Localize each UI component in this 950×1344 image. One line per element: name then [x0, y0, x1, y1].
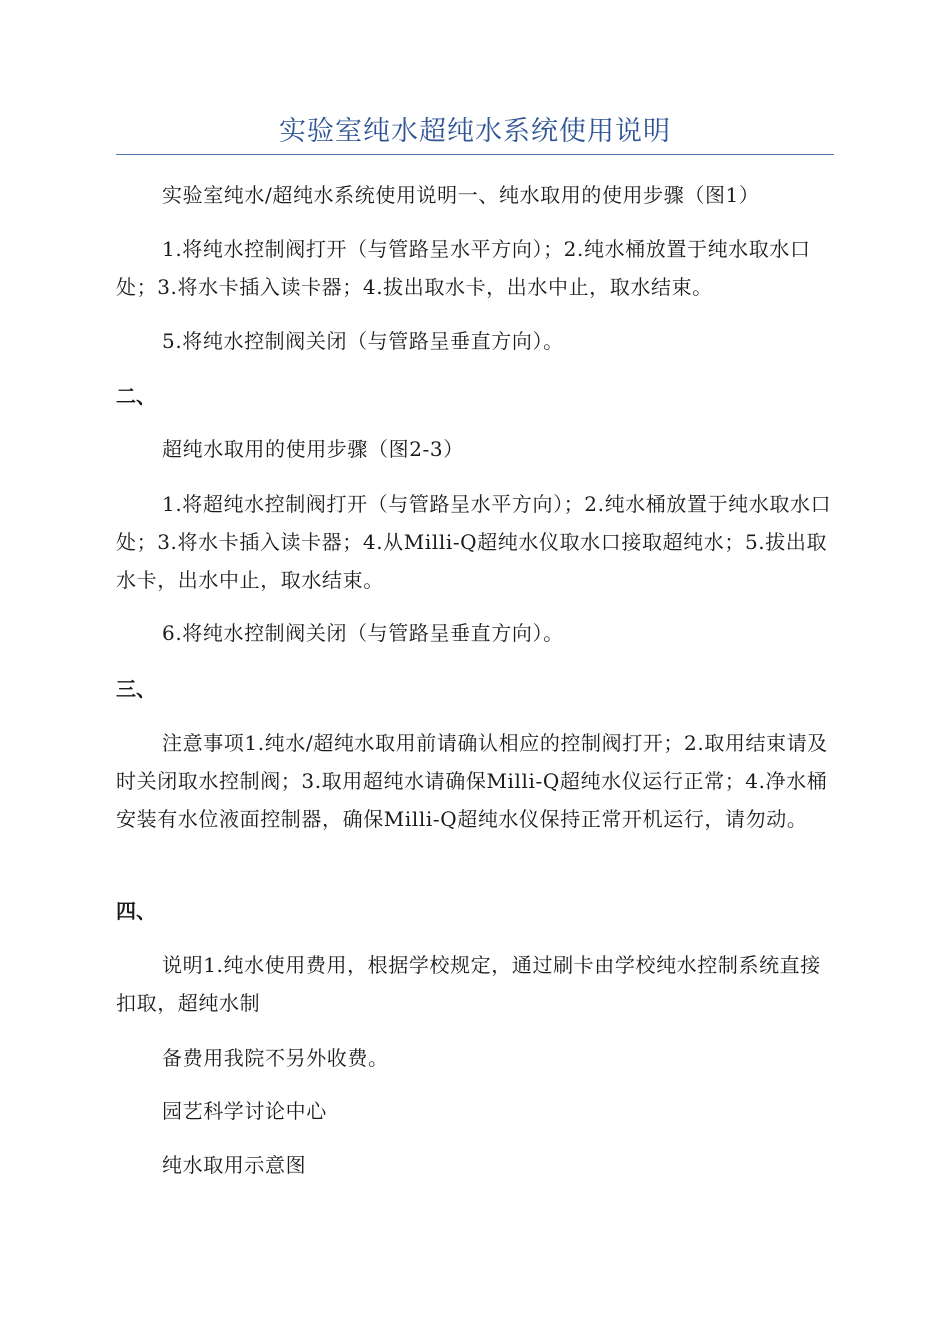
paragraph-step-5: 5.将纯水控制阀关闭（与管路呈垂直方向）。 — [162, 329, 564, 353]
section-heading-4: 四、 — [116, 899, 156, 923]
paragraph-intro: 实验室纯水/超纯水系统使用说明一、纯水取用的使用步骤（图1） — [162, 183, 760, 207]
paragraph-fees: 说明1.纯水使用费用，根据学校规定，通过刷卡由学校纯水控制系统直接扣取，超纯水制 — [116, 953, 821, 1015]
paragraph-diagram-caption: 纯水取用示意图 — [162, 1153, 307, 1177]
section-heading-3: 三、 — [116, 677, 156, 701]
paragraph-steps-pure-water: 1.将纯水控制阀打开（与管路呈水平方向）；2.纯水桶放置于纯水取水口处；3.将水卡插入读卡器；4.拔出取水卡，出水中止，取水结束。 — [116, 237, 811, 299]
section-heading-2: 二、 — [116, 384, 156, 408]
paragraph-step-6: 6.将纯水控制阀关闭（与管路呈垂直方向）。 — [162, 621, 564, 645]
document-title: 实验室纯水超纯水系统使用说明 — [279, 116, 671, 147]
paragraph-fees-continued: 备费用我院不另外收费。 — [162, 1046, 389, 1070]
title-underline — [116, 154, 834, 155]
paragraph-ultrapure-heading: 超纯水取用的使用步骤（图2-3） — [162, 437, 464, 461]
paragraph-steps-ultrapure-water: 1.将超纯水控制阀打开（与管路呈水平方向）；2.纯水桶放置于纯水取水口处；3.将水卡插入读卡器；4.从Milli-Q超纯水仪取水口接取超纯水；5.拔出取水卡，出水中止，取水结束。 — [116, 492, 832, 592]
paragraph-organization: 园艺科学讨论中心 — [162, 1099, 327, 1123]
paragraph-notes: 注意事项1.纯水/超纯水取用前请确认相应的控制阀打开；2.取用结束请及时关闭取水控制阀；3.取用超纯水请确保Milli-Q超纯水仪运行正常；4.净水桶安装有水位液面控制器，确保Milli-Q超纯水仪保持正常开机运行，请勿动。 — [116, 731, 828, 831]
